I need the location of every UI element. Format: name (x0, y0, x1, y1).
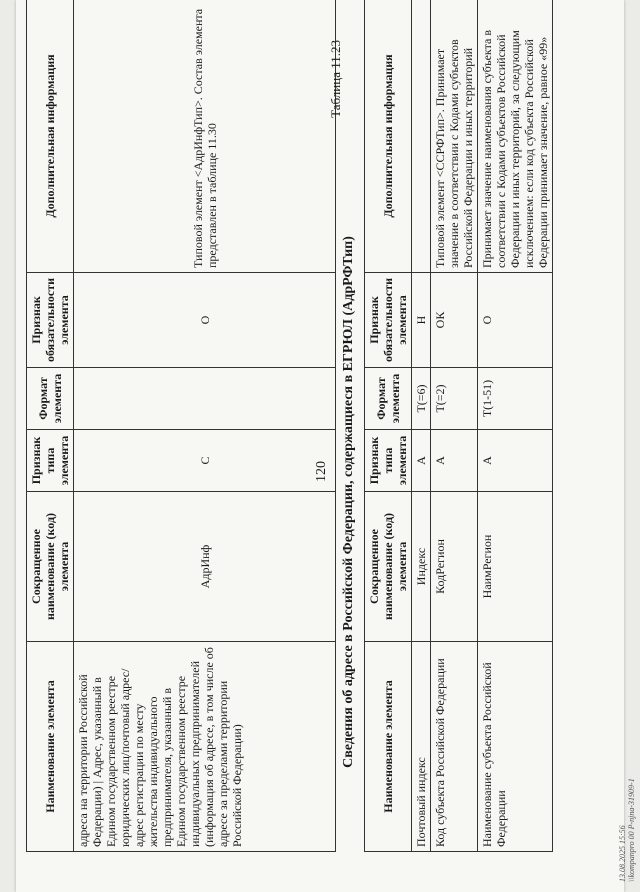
cell-name: Наименование субъекта Российской Федерации (478, 642, 553, 852)
cell-code: Индекс (412, 492, 431, 642)
cell-required: О (74, 273, 336, 368)
column-header: Признак типа элемента (27, 430, 74, 492)
column-header: Наименование элемента (27, 642, 74, 852)
table-caption: Сведения об адресе в Российской Федерации, содержащиеся в ЕГРЮЛ (АдрРФТип) (341, 236, 356, 768)
table-address-info (26, 0, 336, 852)
document-page (16, 0, 636, 892)
cell-required: Н (412, 273, 431, 368)
cell-code: АдрИнф (74, 492, 336, 642)
cell-type: С (74, 430, 336, 492)
cell-info (412, 0, 431, 273)
rotated-page-content (16, 0, 636, 892)
table-row (412, 0, 431, 852)
cell-info: Принимает значение наименования субъекта в соответствии с Кодами субъектов Российской Федерации и иных территорий, за следующим исключением: если код субъекта Российской Федерации принимает значение, равное «99» (478, 0, 553, 273)
cell-format: T(=6) (412, 368, 431, 430)
footer-timestamp: 13.08.2025 15:56 (618, 825, 627, 882)
table-number: Таблица 11.23 (328, 40, 343, 118)
column-header: Формат элемента (365, 368, 412, 430)
cell-type: А (412, 430, 431, 492)
cell-required: ОК (431, 273, 478, 368)
column-header: Сокращенное наименование (код) элемента (27, 492, 74, 642)
column-header: Формат элемента (27, 368, 74, 430)
cell-name: Почтовый индекс (412, 642, 431, 852)
cell-type: А (431, 430, 478, 492)
column-header: Сокращенное наименование (код) элемента (365, 492, 412, 642)
column-header: Дополнительная информация (27, 0, 74, 273)
cell-type: А (478, 430, 553, 492)
page-number: 120 (314, 461, 329, 482)
cell-format: T(1-51) (478, 368, 553, 430)
cell-code: НаимРегион (478, 492, 553, 642)
cell-format: T(=2) (431, 368, 478, 430)
table-header-row (365, 0, 412, 852)
table-header-row (27, 0, 74, 852)
column-header: Признак обязательности элемента (365, 273, 412, 368)
table-row (74, 0, 336, 852)
cell-name: адреса на территории Российской Федерации) | Адрес, указанный в Едином государственном реестре юридических лиц/почтовый адрес/адрес регистрации по месту жительства индивидуального предпринимателя, указанный в Едином государственном реестре индивидуальных предпринимателей (информация об адресе, в том числе об адресе за пределами территории Российской Федерации) (74, 642, 336, 852)
table-address-rf (364, 0, 553, 852)
cell-code: КодРегион (431, 492, 478, 642)
cell-format (74, 368, 336, 430)
column-header: Признак обязательности элемента (27, 273, 74, 368)
table-row (431, 0, 478, 852)
cell-info: Типовой элемент <АдрИнфТип>. Состав элемента представлен в таблице 11.30 (74, 0, 336, 273)
cell-required: О (478, 273, 553, 368)
column-header: Наименование элемента (365, 642, 412, 852)
print-footer (618, 778, 636, 882)
table-row (478, 0, 553, 852)
column-header: Дополнительная информация (365, 0, 412, 273)
cell-name: Код субъекта Российской Федерации (431, 642, 478, 852)
column-header: Признак типа элемента (365, 430, 412, 492)
footer-path: \\kompanpro 00 P-njna-31909-1 (627, 778, 636, 882)
cell-info: Типовой элемент <ССРФТип>. Принимает значение в соответствии с Кодами субъектов Российской Федерации и иных территорий (431, 0, 478, 273)
